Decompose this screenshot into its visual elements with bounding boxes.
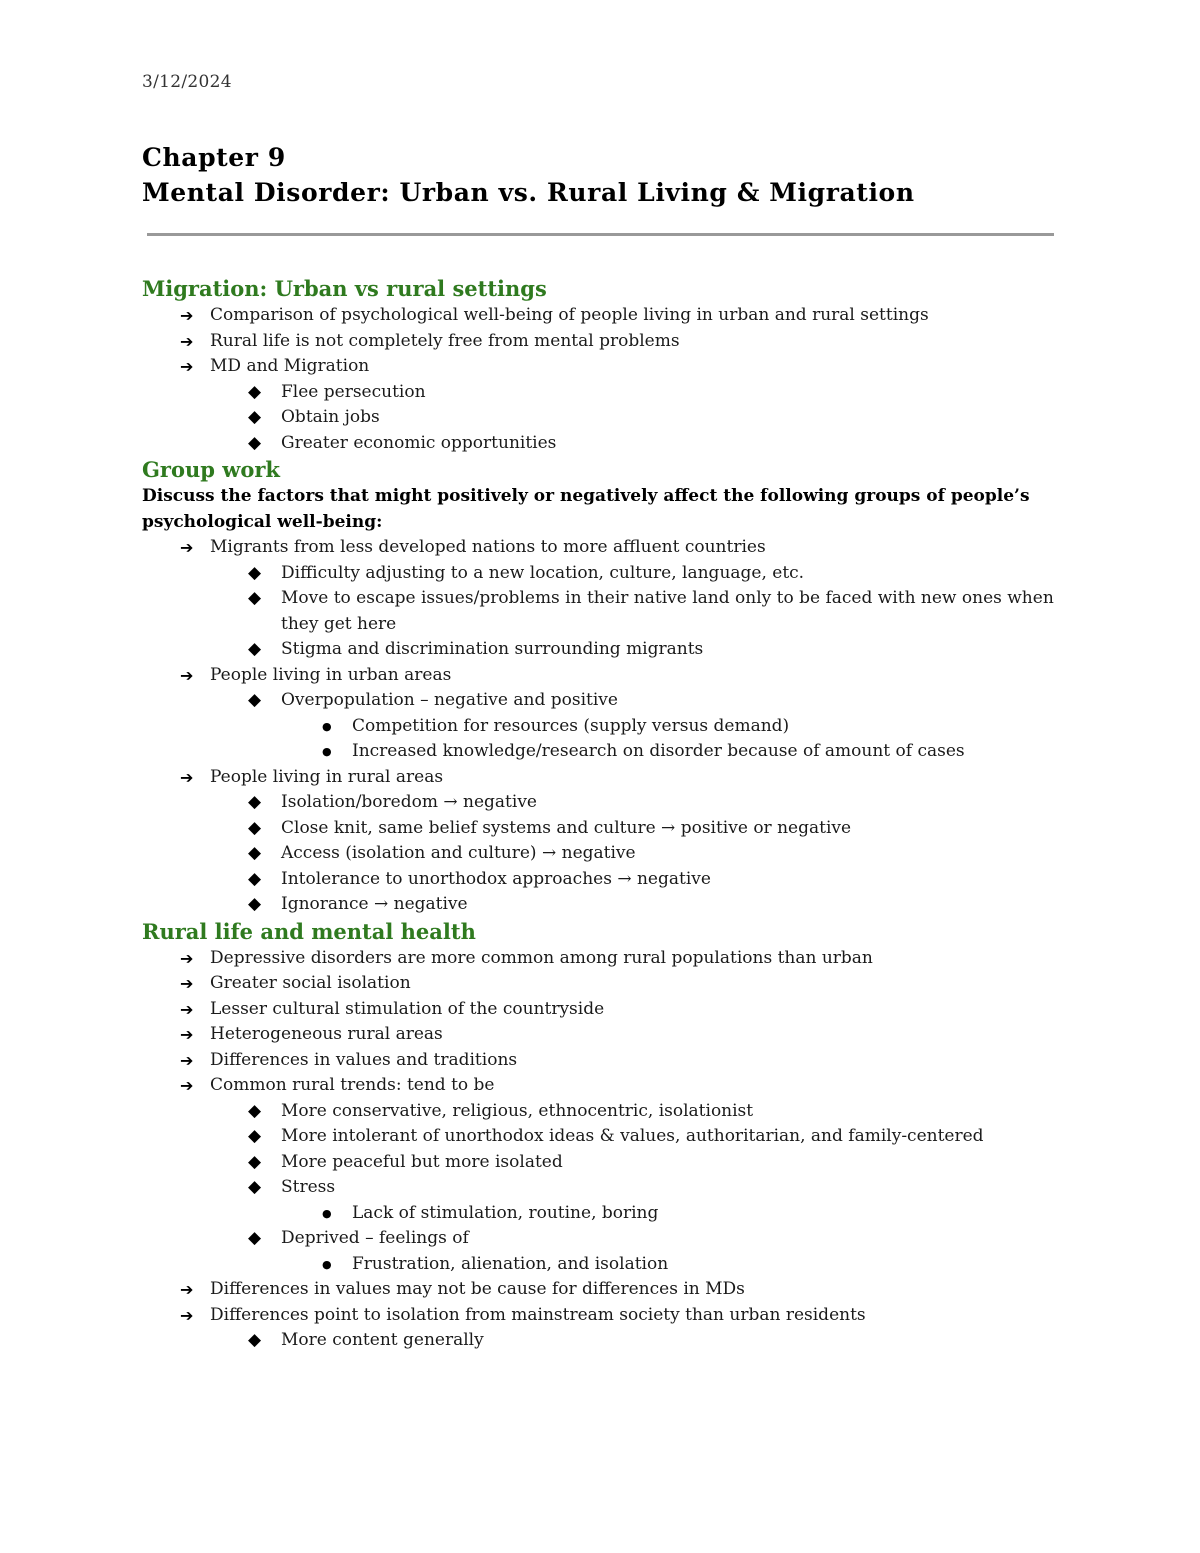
document-date: 3/12/2024 <box>142 72 232 92</box>
diamond-bullet-icon: ◆ <box>248 1228 262 1248</box>
diamond-bullet-icon: ◆ <box>248 407 262 427</box>
chapter-subtitle: Mental Disorder: Urban vs. Rural Living & Migration <box>142 178 915 207</box>
list-item: ➔ MD and Migration <box>142 354 1082 380</box>
deprived-detail-list <box>142 1252 1082 1278</box>
list-item: ➔ People living in rural areas <box>142 765 1082 791</box>
rural-points <box>142 790 1082 918</box>
diamond-bullet-icon: ◆ <box>248 1330 262 1350</box>
arrow-bullet-icon: ➔ <box>180 306 194 325</box>
diamond-bullet-icon: ◆ <box>248 432 262 453</box>
arrow-bullet-icon: ➔ <box>180 1076 194 1095</box>
migrants-points <box>142 561 1082 663</box>
list-item: ◆ Stigma and discrimination surrounding migrants <box>142 637 1082 663</box>
list-item: ◆ Ignorance → negative <box>142 892 1082 918</box>
section-heading-rural-life: Rural life and mental health <box>142 918 476 944</box>
list-item: ● Increased knowledge/research on disorder because of amount of cases <box>142 739 1082 765</box>
list-item: ➔ Common rural trends: tend to be <box>142 1073 1082 1099</box>
section-heading-group-work: Group work <box>142 457 280 482</box>
urban-points <box>142 688 1082 714</box>
list-item: ● Frustration, alienation, and isolation <box>142 1252 1082 1278</box>
group-work-prompt: Discuss the factors that might positively or negatively affect the following groups of people’s psychological well-being: <box>142 486 1030 532</box>
list-item: ◆ Intolerance to unorthodox approaches → negative <box>142 867 1082 893</box>
urban-subpoints <box>142 714 1082 765</box>
arrow-bullet-icon: ➔ <box>180 538 194 557</box>
list-item: ◆ Flee persecution <box>142 380 1082 406</box>
arrow-bullet-icon: ➔ <box>180 1305 194 1325</box>
closing-sub-list <box>142 1328 1082 1354</box>
diamond-bullet-icon: ◆ <box>248 868 262 889</box>
list-item: ◆ Close knit, same belief systems and culture → positive or negative <box>142 816 1082 842</box>
list-item: ➔ Differences in values and traditions <box>142 1048 1082 1074</box>
migration-reasons-list <box>142 380 1082 457</box>
list-item: ◆ Deprived – feelings of <box>142 1226 1082 1252</box>
diamond-bullet-icon: ◆ <box>248 1177 262 1197</box>
section-heading-migration: Migration: Urban vs rural settings <box>142 276 547 301</box>
diamond-bullet-icon: ◆ <box>248 639 262 659</box>
dot-bullet-icon: ● <box>322 1206 332 1220</box>
dot-bullet-icon: ● <box>322 745 332 758</box>
rural-trends-list <box>142 1099 1082 1201</box>
dot-bullet-icon: ● <box>322 719 332 733</box>
diamond-bullet-icon: ◆ <box>248 690 262 710</box>
list-item: ◆ Move to escape issues/problems in their native land only to be faced with new ones when they get here <box>248 588 1054 634</box>
list-item: ➔ Greater social isolation <box>142 971 1082 997</box>
list-item: ➔ People living in urban areas <box>142 663 1082 689</box>
migration-list <box>142 303 1082 380</box>
diamond-bullet-icon: ◆ <box>248 1126 262 1146</box>
diamond-bullet-icon: ◆ <box>248 792 262 812</box>
horizontal-divider <box>147 233 1054 236</box>
notes-content <box>142 275 1082 1354</box>
diamond-bullet-icon: ◆ <box>248 1100 262 1121</box>
arrow-bullet-icon: ➔ <box>180 948 194 968</box>
title-block <box>142 140 915 210</box>
stress-detail-list <box>142 1201 1082 1227</box>
list-item: ➔ Depressive disorders are more common among rural populations than urban <box>142 946 1082 972</box>
group-rural <box>142 765 1082 791</box>
arrow-bullet-icon: ➔ <box>180 1280 194 1299</box>
list-item: ◆ Isolation/boredom → negative <box>142 790 1082 816</box>
diamond-bullet-icon: ◆ <box>248 894 262 914</box>
list-item: ➔ Lesser cultural stimulation of the countryside <box>142 997 1082 1023</box>
diamond-bullet-icon: ◆ <box>248 562 262 583</box>
list-item: ● Competition for resources (supply versus demand) <box>142 714 1082 740</box>
list-item: ● Lack of stimulation, routine, boring <box>142 1201 1082 1227</box>
arrow-bullet-icon: ➔ <box>180 974 194 993</box>
diamond-bullet-icon: ◆ <box>248 843 262 863</box>
deprived-list <box>142 1226 1082 1252</box>
closing-list <box>142 1277 1082 1328</box>
diamond-bullet-icon: ◆ <box>248 817 262 838</box>
list-item: ➔ Differences point to isolation from mainstream society than urban residents <box>142 1303 1082 1329</box>
list-item: ◆ Access (isolation and culture) → negative <box>142 841 1082 867</box>
list-item: ◆ More content generally <box>142 1328 1082 1354</box>
list-item: ➔ Heterogeneous rural areas <box>142 1022 1082 1048</box>
list-item: ➔ Migrants from less developed nations to more affluent countries <box>142 535 1082 561</box>
diamond-bullet-icon: ◆ <box>248 381 262 402</box>
arrow-bullet-icon: ➔ <box>180 331 194 351</box>
chapter-title: Chapter 9 <box>142 143 286 172</box>
list-item: ◆ Difficulty adjusting to a new location, culture, language, etc. <box>142 561 1082 587</box>
list-item: ➔ Differences in values may not be cause for differences in MDs <box>142 1277 1082 1303</box>
group-migrants <box>142 535 1082 561</box>
rural-life-list <box>142 946 1082 1099</box>
arrow-bullet-icon: ➔ <box>180 665 194 685</box>
arrow-bullet-icon: ➔ <box>180 1025 194 1044</box>
list-item: ◆ Stress <box>142 1175 1082 1201</box>
list-item: ◆ More peaceful but more isolated <box>142 1150 1082 1176</box>
list-item: ◆ More intolerant of unorthodox ideas & values, authoritarian, and family-centered <box>142 1124 1082 1150</box>
list-item: ◆ More conservative, religious, ethnocentric, isolationist <box>142 1099 1082 1125</box>
arrow-bullet-icon: ➔ <box>180 999 194 1019</box>
dot-bullet-icon: ● <box>322 1257 332 1271</box>
list-item: ◆ Greater economic opportunities <box>142 431 1082 457</box>
list-item: ◆ Obtain jobs <box>142 405 1082 431</box>
arrow-bullet-icon: ➔ <box>180 767 194 787</box>
arrow-bullet-icon: ➔ <box>180 357 194 376</box>
diamond-bullet-icon: ◆ <box>248 1151 262 1172</box>
group-urban <box>142 663 1082 689</box>
arrow-bullet-icon: ➔ <box>180 1050 194 1070</box>
list-item: ➔ Comparison of psychological well-being of people living in urban and rural settings <box>142 303 1082 329</box>
diamond-bullet-icon: ◆ <box>248 588 262 608</box>
list-item: ◆ Overpopulation – negative and positive <box>142 688 1082 714</box>
list-item: ➔ Rural life is not completely free from mental problems <box>142 329 1082 355</box>
